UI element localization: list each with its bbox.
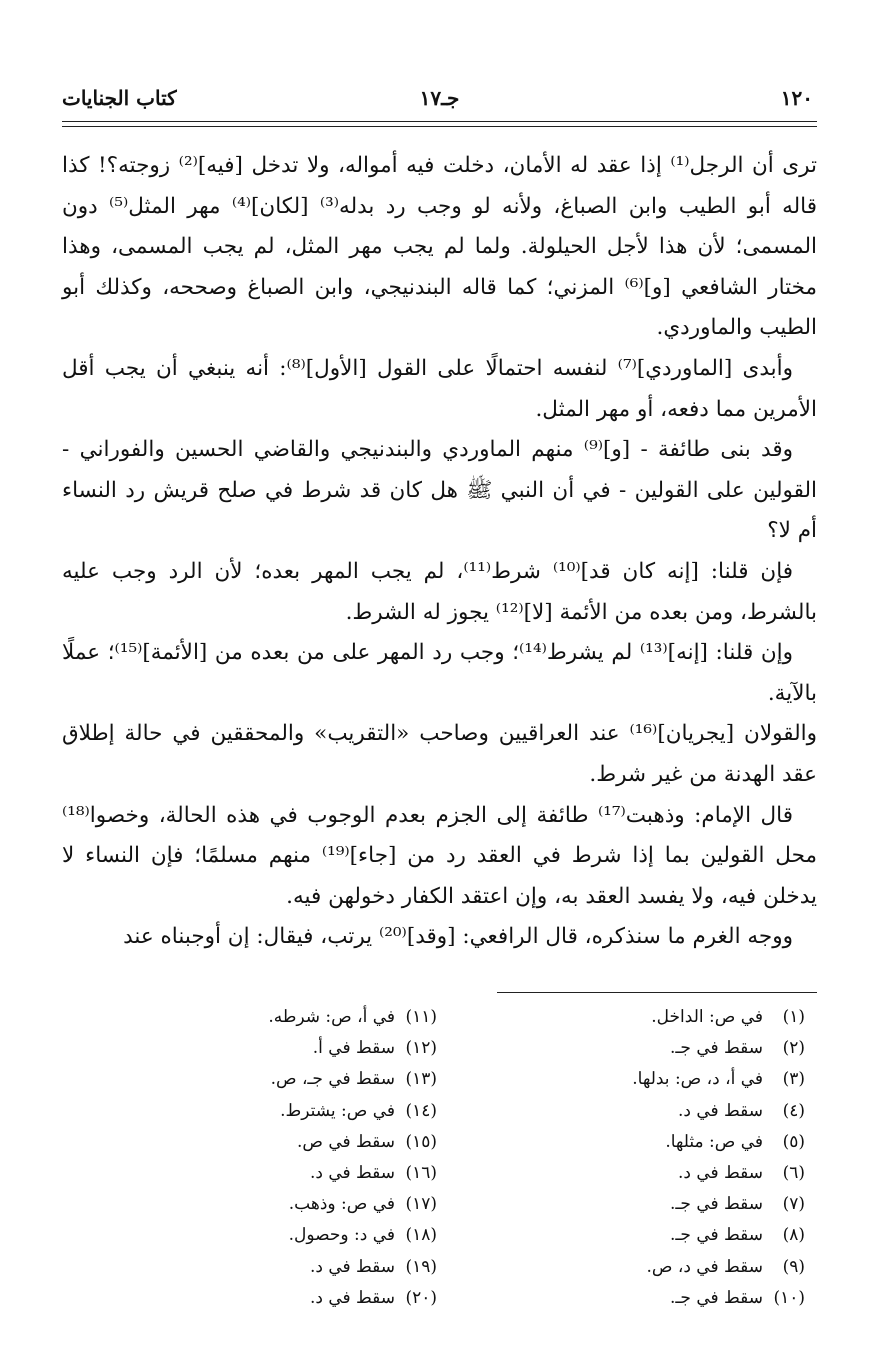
footnote-number: (١٠) (773, 1287, 805, 1308)
footnote-text: سقط في جـ، ص. (270, 1069, 395, 1090)
footnote-separator (497, 992, 817, 993)
footnote (505, 1189, 805, 1220)
footnote (505, 1127, 805, 1158)
footnotes-column-right (505, 1002, 805, 1314)
footnote-text: في أ، ص: شرطه. (268, 1007, 395, 1027)
volume-label: جـ١٧ (419, 86, 460, 110)
footnote-number: (١٣) (405, 1069, 437, 1090)
footnote (137, 1033, 437, 1064)
footnote-number: (٦) (782, 1163, 805, 1184)
footnote (505, 1033, 805, 1064)
footnote-number: (٨) (782, 1225, 805, 1246)
paragraph: وإن قلنا: [إنه]⁽¹³⁾ لم يشرط⁽¹⁴⁾؛ وجب رد المهر على من بعده من [الأئمة]⁽¹⁵⁾؛ عملًا بالآية. (62, 640, 817, 706)
footnote-text: سقط في د، ص. (646, 1256, 763, 1277)
footnote-number: (٣) (782, 1069, 805, 1090)
footnote (137, 1189, 437, 1220)
footnotes-column-left (137, 1002, 437, 1314)
paragraph: فإن قلنا: [إنه كان قد]⁽¹⁰⁾ شرط⁽¹¹⁾، لم يجب المهر بعده؛ لأن الرد وجب عليه بالشرط، ومن بعده من الأئمة [لا]⁽¹²⁾ يجوز له الشرط. (62, 558, 817, 625)
footnote (505, 1096, 805, 1127)
footnote-text: سقط في ص. (296, 1131, 395, 1152)
footnote-text: سقط في جـ. (670, 1225, 763, 1246)
footnote-text: في ص: يشترط. (280, 1100, 395, 1121)
paragraph: ترى أن الرجل⁽¹⁾ إذا عقد له الأمان، دخلت فيه أمواله، ولا تدخل [فيه]⁽²⁾ زوجته؟! كذا قاله أبو الطيب وابن الصباغ، ولأنه لو وجب رد بدله⁽³⁾ [لكان]⁽⁴⁾ مهر المثل⁽⁵⁾ دون المسمى؛ لأن هذا لأجل الحيلولة. ولما لم يجب مهر المثل، لم يجب المسمى، وهذا مختار الشافعي [و]⁽⁶⁾ المزني؛ كما قاله البندنيجي، وابن الصباغ وصححه، وكذلك أبو الطيب والماوردي. (62, 153, 818, 341)
footnote (137, 1158, 437, 1189)
footnote-text: سقط في د. (677, 1100, 763, 1121)
footnote (137, 1283, 437, 1314)
paragraph: والقولان [يجريان]⁽¹⁶⁾ عند العراقيين وصاحب «التقريب» والمحققين في حالة إطلاق عقد الهدنة من غير شرط. (62, 721, 818, 787)
footnote-number: (٢) (782, 1038, 805, 1059)
footnote-text: في ص: مثلها. (665, 1131, 763, 1152)
footnote (505, 1283, 805, 1314)
footnote (137, 1064, 437, 1095)
footnote-text: سقط في د. (309, 1163, 395, 1184)
footnote-number: (١٨) (405, 1225, 437, 1246)
paragraph: وقد بنى طائفة - [و]⁽⁹⁾ منهم الماوردي والبندنيجي والقاضي الحسين والفوراني - القولين على القولين - في أن النبي ﷺ هل كان قد شرط في صلح قريش رد النساء أم لا؟ (62, 437, 817, 544)
footnote-text: سقط في د. (309, 1287, 395, 1308)
footnote (137, 1252, 437, 1283)
header-rule-bottom (62, 126, 817, 127)
footnote (505, 1064, 805, 1095)
footnote (505, 1220, 805, 1251)
footnote (137, 1096, 437, 1127)
footnote (505, 1158, 805, 1189)
footnote-text: سقط في جـ. (670, 1194, 763, 1215)
footnote-text: سقط في د. (309, 1256, 395, 1277)
footnote-number: (٥) (782, 1131, 805, 1152)
footnote-number: (١١) (405, 1007, 437, 1027)
footnote-text: في أ، د، ص: بدلها. (632, 1069, 763, 1090)
footnote-text: في د: وحصول. (288, 1225, 395, 1246)
header-rule-top (62, 121, 817, 122)
main-text (62, 146, 817, 958)
footnote (137, 1002, 437, 1033)
footnote-text: سقط في جـ. (670, 1038, 763, 1059)
footnote-number: (٩) (782, 1256, 805, 1277)
footnote-number: (١٧) (405, 1194, 437, 1215)
footnote-number: (١٥) (405, 1131, 437, 1152)
book-title: كتاب الجنايات (62, 86, 177, 110)
footnote-number: (١٢) (405, 1038, 437, 1059)
footnote-text: في ص: وذهب. (288, 1194, 395, 1215)
page-header (62, 86, 817, 116)
paragraph: قال الإمام: وذهبت⁽¹⁷⁾ طائفة إلى الجزم بعدم الوجوب في هذه الحالة، وخصوا⁽¹⁸⁾ محل القولين بما إذا شرط في العقد رد من [جاء]⁽¹⁹⁾ منهم مسلمًا؛ فإن النساء لا يدخلن فيه، ولا يفسد العقد به، وإن اعتقد الكفار دخولهن فيه. (62, 802, 817, 909)
paragraph: ووجه الغرم ما سنذكره، قال الرافعي: [وقد]⁽²⁰⁾ يرتب، فيقال: إن أوجبناه عند (123, 924, 793, 950)
footnote-number: (٤) (782, 1100, 805, 1121)
footnote-number: (١) (782, 1007, 805, 1027)
footnote (505, 1002, 805, 1033)
footnote (137, 1127, 437, 1158)
footnote (137, 1220, 437, 1251)
footnote-text: سقط في أ. (312, 1038, 395, 1059)
footnote-text: سقط في جـ. (670, 1287, 763, 1308)
footnote-text: في ص: الداخل. (651, 1007, 763, 1027)
footnote-number: (١٦) (405, 1163, 437, 1184)
footnote-number: (٢٠) (405, 1287, 437, 1308)
footnote-number: (٧) (782, 1194, 805, 1215)
paragraph: وأبدى [الماوردي]⁽⁷⁾ لنفسه احتمالًا على القول [الأول]⁽⁸⁾: أنه ينبغي أن يجب أقل الأمرين مما دفعه، أو مهر المثل. (62, 355, 817, 422)
footnote-text: سقط في د. (677, 1163, 763, 1184)
page-number: ١٢٠ (780, 86, 813, 110)
footnote (505, 1252, 805, 1283)
footnote-number: (١٤) (405, 1100, 437, 1121)
footnote-number: (١٩) (405, 1256, 437, 1277)
